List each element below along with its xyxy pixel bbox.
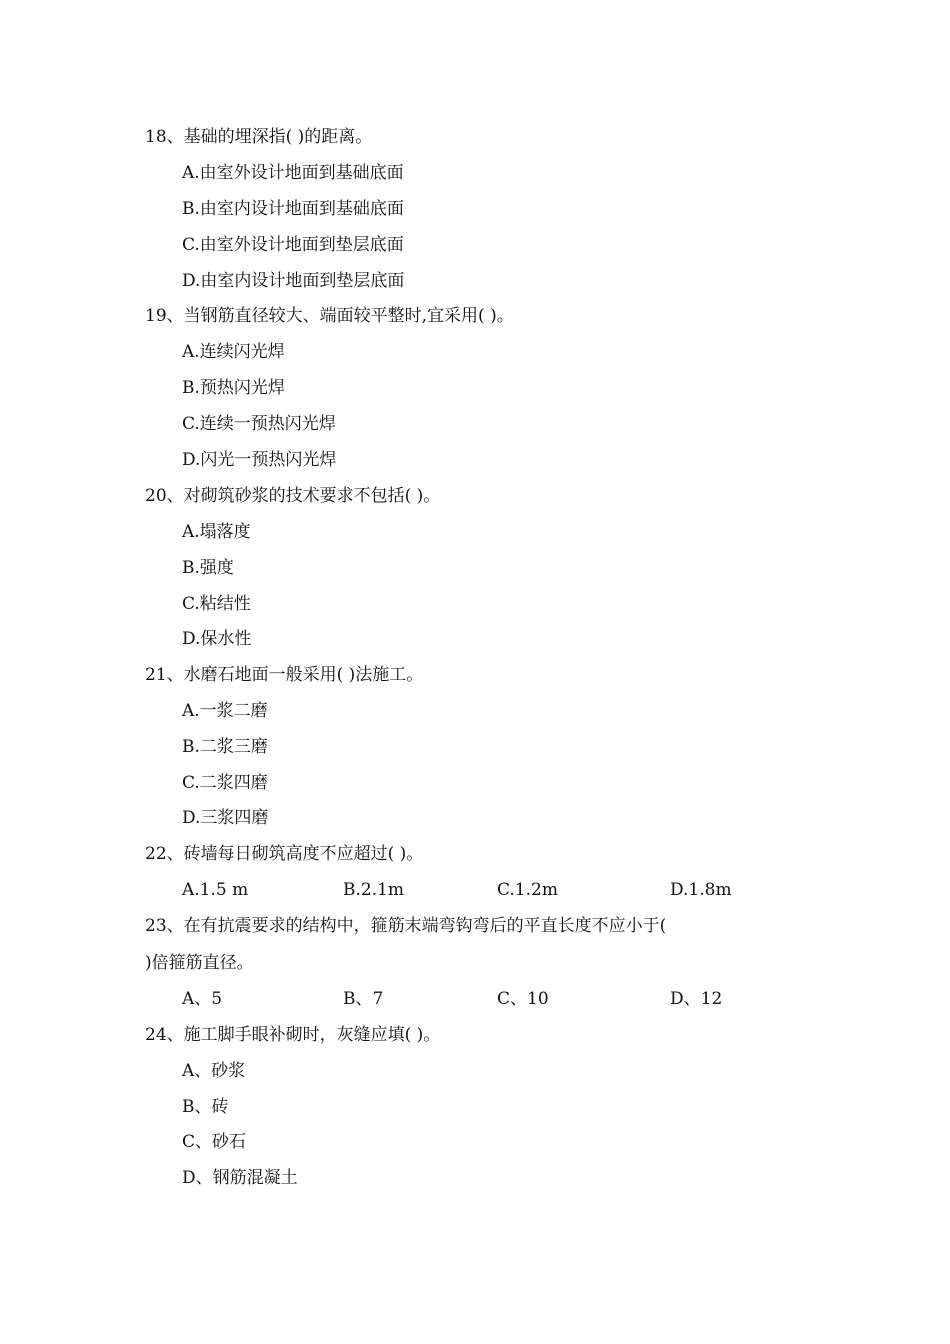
question-19-stem: 19、当钢筋直径较大、端面较平整时,宜采用( )。 bbox=[145, 306, 514, 326]
question-22-option-a: A.1.5 m bbox=[182, 880, 249, 900]
question-18-option-c: C.由室外设计地面到垫层底面 bbox=[182, 235, 404, 255]
question-18-stem: 18、基础的埋深指( )的距离。 bbox=[145, 127, 373, 147]
question-18-option-a: A.由室外设计地面到基础底面 bbox=[182, 163, 404, 183]
question-24-option-c: C、砂石 bbox=[182, 1132, 247, 1152]
question-21-stem: 21、水磨石地面一般采用( )法施工。 bbox=[145, 665, 424, 685]
question-22-option-d: D.1.8m bbox=[670, 880, 732, 900]
question-20-option-b: B.强度 bbox=[182, 558, 234, 578]
question-22-option-c: C.1.2m bbox=[497, 880, 558, 900]
question-23-stem-line1: 23、在有抗震要求的结构中，箍筋末端弯钩弯后的平直长度不应小于( bbox=[145, 916, 667, 936]
question-23-option-c: C、10 bbox=[497, 989, 549, 1009]
question-23-stem-line2: )倍箍筋直径。 bbox=[145, 953, 254, 973]
question-20-option-c: C.粘结性 bbox=[182, 594, 251, 614]
question-20-stem: 20、对砌筑砂浆的技术要求不包括( )。 bbox=[145, 486, 441, 506]
question-21-option-d: D.三浆四磨 bbox=[182, 808, 269, 828]
question-22-stem: 22、砖墙每日砌筑高度不应超过( )。 bbox=[145, 844, 424, 864]
question-23-option-a: A、5 bbox=[182, 989, 223, 1009]
question-20-option-a: A.塌落度 bbox=[182, 522, 251, 542]
question-20-option-d: D.保水性 bbox=[182, 629, 252, 649]
question-24-option-d: D、钢筋混凝土 bbox=[182, 1168, 298, 1188]
question-24-stem: 24、施工脚手眼补砌时，灰缝应填( )。 bbox=[145, 1025, 441, 1045]
question-21-option-a: A.一浆二磨 bbox=[182, 701, 268, 721]
question-19-option-d: D.闪光一预热闪光焊 bbox=[182, 450, 337, 470]
question-18-option-d: D.由室内设计地面到垫层底面 bbox=[182, 271, 405, 291]
question-19-option-b: B.预热闪光焊 bbox=[182, 378, 285, 398]
question-19-option-a: A.连续闪光焊 bbox=[182, 342, 285, 362]
question-19-option-c: C.连续一预热闪光焊 bbox=[182, 414, 336, 434]
question-24-option-a: A、砂浆 bbox=[182, 1061, 246, 1081]
question-22-option-b: B.2.1m bbox=[343, 880, 405, 900]
question-21-option-c: C.二浆四磨 bbox=[182, 773, 268, 793]
question-23-option-d: D、12 bbox=[670, 989, 723, 1009]
question-23-option-b: B、7 bbox=[343, 989, 384, 1009]
question-21-option-b: B.二浆三磨 bbox=[182, 737, 268, 757]
question-24-option-b: B、砖 bbox=[182, 1097, 229, 1117]
question-18-option-b: B.由室内设计地面到基础底面 bbox=[182, 199, 404, 219]
